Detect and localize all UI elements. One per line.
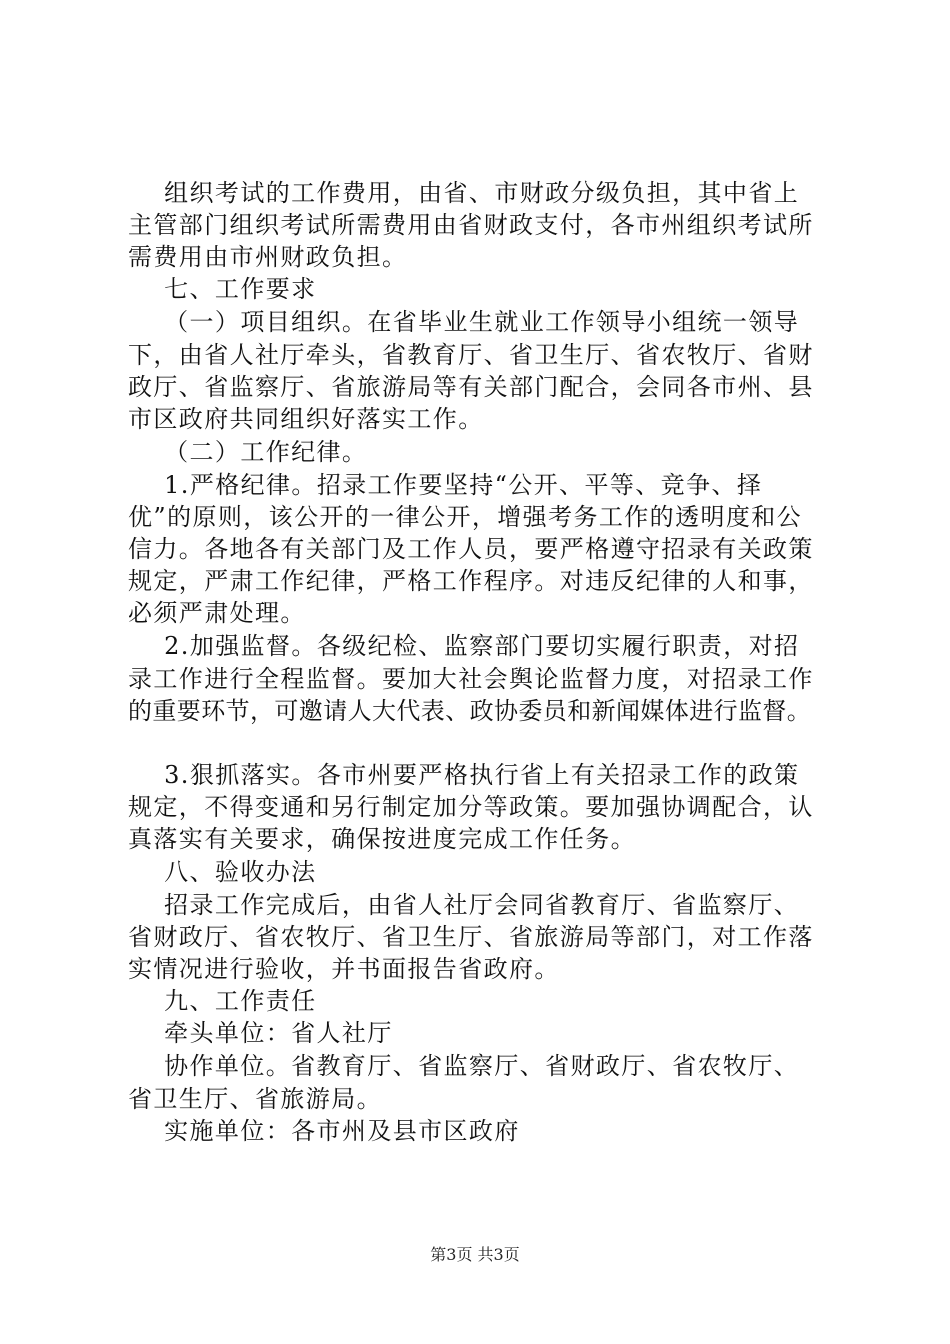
text-line: 优”的原则，该公开的一律公开，增强考务工作的透明度和公 bbox=[128, 503, 803, 531]
text-line: 协作单位。省教育厅、省监察厅、省财政厅、省农牧厅、 bbox=[128, 1052, 800, 1080]
section-heading: 八、验收办法 bbox=[128, 858, 317, 886]
text-line: 规定，严肃工作纪律，严格工作程序。对违反纪律的人和事， bbox=[128, 567, 814, 595]
text-line: 招录工作完成后，由省人社厅会同省教育厅、省监察厅、 bbox=[128, 891, 800, 919]
text-line: 必须严肃处理。 bbox=[128, 599, 306, 627]
text-line: 下，由省人社厅牵头，省教育厅、省卫生厅、省农牧厅、省财 bbox=[128, 341, 814, 369]
page-footer: 第3页 共3页 bbox=[430, 1245, 520, 1264]
text-line: 市区政府共同组织好落实工作。 bbox=[128, 405, 484, 433]
section-heading: 七、工作要求 bbox=[128, 275, 317, 303]
text-line: 省财政厅、省农牧厅、省卫生厅、省旅游局等部门，对工作落 bbox=[128, 923, 814, 951]
text-line: 1.严格纪律。招录工作要坚持“公开、平等、竞争、择 bbox=[128, 471, 763, 499]
text-line: 真落实有关要求，确保按进度完成工作任务。 bbox=[128, 825, 636, 853]
text-line: 需费用由市州财政负担。 bbox=[128, 243, 408, 271]
text-line: 主管部门组织考试所需费用由省财政支付，各市州组织考试所 bbox=[128, 211, 814, 239]
text-line: 实施单位：各市州及县市区政府 bbox=[128, 1117, 520, 1145]
text-line: 组织考试的工作费用，由省、市财政分级负担，其中省上 bbox=[128, 179, 800, 207]
text-line: 录工作进行全程监督。要加大社会舆论监督力度，对招录工作 bbox=[128, 665, 814, 693]
text-line: 的重要环节，可邀请人大代表、政协委员和新闻媒体进行监督。 bbox=[128, 697, 812, 725]
text-line: 政厅、省监察厅、省旅游局等有关部门配合，会同各市州、县 bbox=[128, 373, 814, 401]
section-heading: 九、工作责任 bbox=[128, 987, 317, 1015]
text-line: 信力。各地各有关部门及工作人员，要严格遵守招录有关政策 bbox=[128, 535, 814, 563]
text-line: 省卫生厅、省旅游局。 bbox=[128, 1085, 382, 1113]
text-line: 2.加强监督。各级纪检、监察部门要切实履行职责，对招 bbox=[128, 632, 800, 660]
text-line: 3.狠抓落实。各市州要严格执行省上有关招录工作的政策 bbox=[128, 761, 800, 789]
text-line: 规定，不得变通和另行制定加分等政策。要加强协调配合，认 bbox=[128, 793, 814, 821]
subsection-heading: （二）工作纪律。 bbox=[128, 438, 368, 466]
text-line: （一）项目组织。在省毕业生就业工作领导小组统一领导 bbox=[128, 308, 800, 336]
text-line: 牵头单位：省人社厅 bbox=[128, 1019, 393, 1047]
text-line: 实情况进行验收，并书面报告省政府。 bbox=[128, 955, 560, 983]
